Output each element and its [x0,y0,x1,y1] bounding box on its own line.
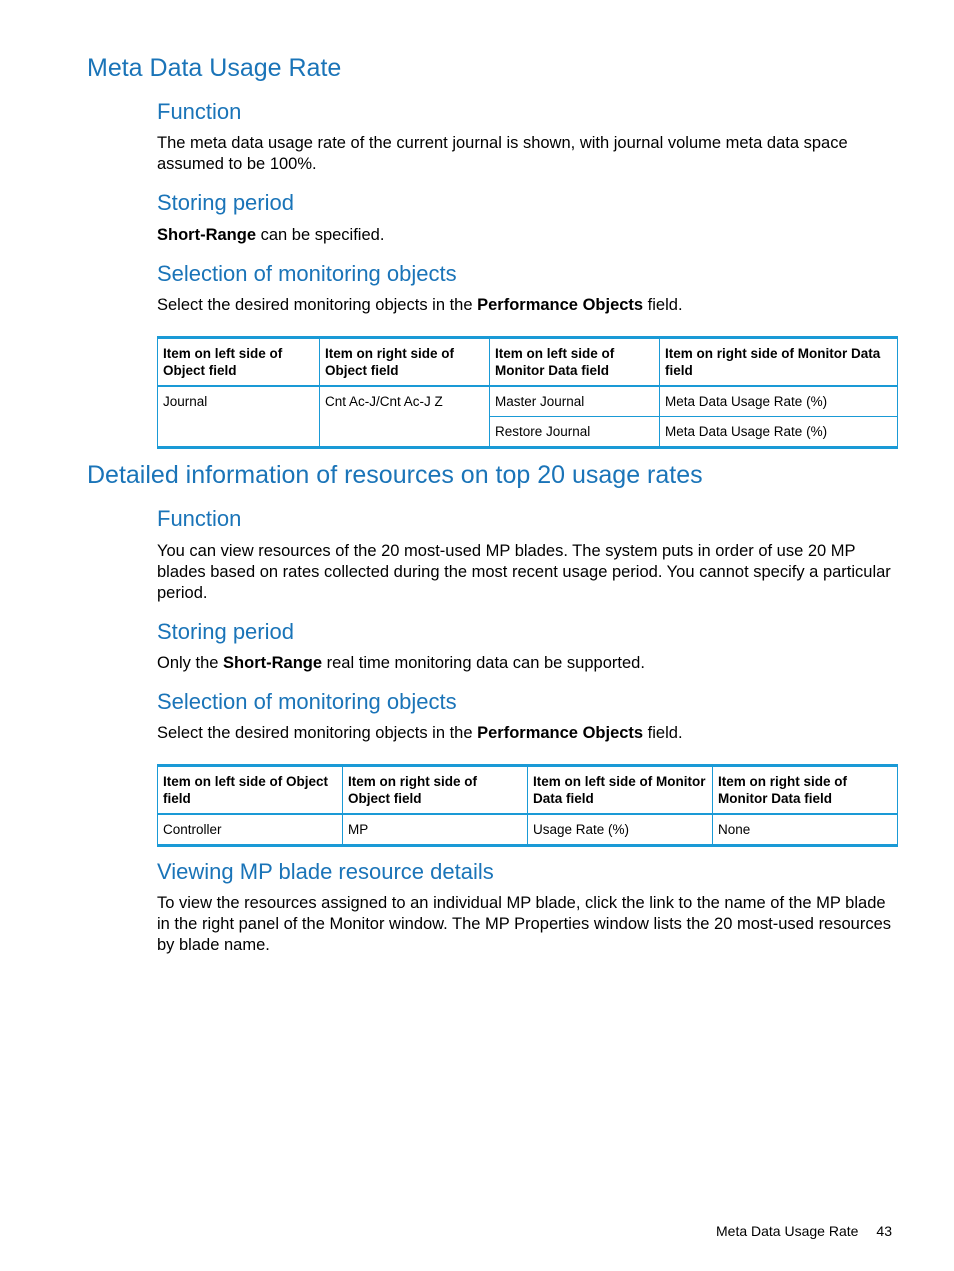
table-header-cell: Item on right side of Object field [343,766,528,815]
footer-section-name: Meta Data Usage Rate [716,1223,859,1239]
function-text: The meta data usage rate of the current journal is shown, with journal volume meta data space assumed to be 100%. [157,134,848,173]
section-title-top-20-usage: Detailed information of resources on top 20 usage rates [87,461,703,489]
short-range-term: Short-Range [223,654,323,672]
table-header-cell: Item on left side of Object field [158,338,320,387]
table-cell: MP [343,814,528,846]
table-cell: Meta Data Usage Rate (%) [660,417,898,448]
storing-period-heading: Storing period [157,619,294,644]
storing-period-heading: Storing period [157,190,294,215]
monitoring-objects-table-2 [157,764,898,847]
table-header-cell: Item on left side of Monitor Data field [490,338,660,387]
table-cell: Restore Journal [490,417,660,448]
viewing-mp-blade-heading: Viewing MP blade resource details [157,859,494,884]
table-cell: Meta Data Usage Rate (%) [660,386,898,417]
selection-heading: Selection of monitoring objects [157,261,457,286]
table-cell: Cnt Ac-J/Cnt Ac-J Z [320,386,490,448]
performance-objects-term: Performance Objects [477,296,644,314]
selection-pre: Select the desired monitoring objects in the [157,296,478,314]
page-number: 43 [876,1223,892,1239]
selection-post: field. [643,296,683,314]
table-row [158,386,898,417]
function-heading: Function [157,506,242,531]
selection-pre: Select the desired monitoring objects in the [157,724,478,742]
table-header-cell: Item on left side of Monitor Data field [528,766,713,815]
section-title-meta-data-usage-rate: Meta Data Usage Rate [87,54,342,82]
page-footer [716,1223,892,1239]
storing-period-rest: real time monitoring data can be supported. [322,654,645,672]
monitoring-objects-table-1 [157,336,898,449]
table-header-cell: Item on right side of Monitor Data field [713,766,898,815]
table-header-row [158,766,898,815]
selection-text [157,295,899,316]
table-row [158,814,898,846]
table-header-row [158,338,898,387]
table-header-cell: Item on right side of Object field [320,338,490,387]
table-cell: Controller [158,814,343,846]
short-range-term: Short-Range [157,226,256,244]
table-cell: None [713,814,898,846]
function-heading: Function [157,99,242,124]
storing-period-text [157,225,899,246]
selection-heading: Selection of monitoring objects [157,689,457,714]
table-cell: Master Journal [490,386,660,417]
storing-period-rest: can be specified. [256,226,385,244]
table-cell: Journal [158,386,320,448]
table-cell: Usage Rate (%) [528,814,713,846]
table-header-cell: Item on right side of Monitor Data field [660,338,898,387]
function-text: You can view resources of the 20 most-used MP blades. The system puts in order of use 20 MP blades based on rates collected during the most recent usage period. You cannot specify a particular period. [157,542,891,602]
storing-period-text [157,653,899,674]
storing-period-pre: Only the [157,654,224,672]
table-header-cell: Item on left side of Object field [158,766,343,815]
viewing-mp-blade-text: To view the resources assigned to an individual MP blade, click the link to the name of the MP blade in the right panel of the Monitor window. The MP Properties window lists the 20 most-used resources by blade name. [157,894,892,954]
performance-objects-term: Performance Objects [477,724,644,742]
selection-post: field. [643,724,683,742]
selection-text [157,723,899,744]
